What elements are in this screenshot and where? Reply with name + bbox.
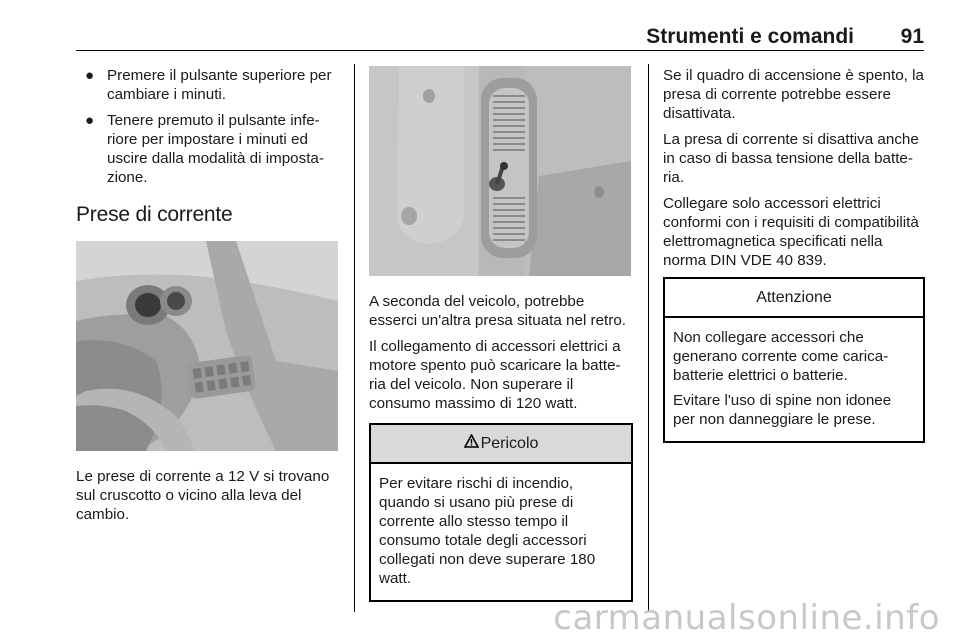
column-1: [76, 66, 342, 531]
bullet-item: [76, 66, 342, 104]
watermark: carmanualsonline.info: [553, 598, 940, 638]
paragraph: La presa di corrente si disattiva anche in caso di bassa tensione della batte-ria.: [663, 131, 919, 186]
rear-outlet-photo: [369, 66, 631, 276]
bullet-item: [76, 111, 342, 187]
photo-caption: Le prese di corrente a 12 V si trovano sul cruscotto o vicino alla leva del cambio.: [76, 468, 330, 523]
danger-box-header: [371, 425, 631, 464]
column-3: [663, 66, 925, 443]
danger-box-title: Pericolo: [480, 435, 539, 452]
paragraph: Se il quadro di accensione è spento, la presa di corrente potrebbe essere disattivata.: [663, 67, 924, 122]
paragraph: A seconda del veicolo, potrebbe esserci un'altra presa situata nel retro.: [369, 293, 626, 329]
rear-socket-illustration: [369, 66, 631, 276]
danger-box-body: [371, 464, 631, 600]
bullet-icon: ●: [85, 112, 95, 129]
attention-box-header: [665, 279, 923, 318]
attention-box-text: Evitare l'uso di spine non idonee per non danneggiare le prese.: [673, 392, 892, 428]
danger-box: [369, 423, 633, 602]
attention-box-text: Non collegare accessori che generano corrente come carica-batterie elettrici o batterie.: [673, 329, 889, 384]
section-heading: Prese di corrente: [76, 203, 233, 226]
column-divider-1: [354, 64, 355, 612]
dashboard-socket-illustration: [76, 241, 338, 451]
page-header: [76, 0, 924, 54]
bullet-text: Tenere premuto il pulsante infe-riore per impostare i minuti ed uscire dalla modalità di imposta-zione.: [107, 112, 324, 186]
power-outlet-photo: [76, 241, 338, 451]
column-2: [369, 66, 633, 602]
paragraph: Collegare solo accessori elettrici conformi con i requisiti di compatibilità elettromagnetica specificati nella norma DIN VDE 40 839.: [663, 195, 919, 269]
bullet-icon: ●: [85, 67, 95, 84]
header-rule: [76, 50, 924, 51]
page-number: 91: [900, 25, 924, 48]
attention-box: [663, 277, 925, 443]
attention-box-title: Attenzione: [756, 289, 832, 306]
bullet-text: Premere il pulsante superiore per cambiare i minuti.: [107, 67, 332, 103]
danger-box-text: Per evitare rischi di incendio, quando si usano più prese di corrente allo stesso tempo il consumo totale degli accessori collegati non deve superare 180 watt.: [379, 475, 596, 587]
bullet-list: [76, 66, 342, 187]
paragraph: Il collegamento di accessori elettrici a motore spento può scaricare la batte-ria del veicolo. Non superare il consumo massimo di 120 watt.: [369, 338, 621, 412]
warning-triangle-icon: [464, 434, 479, 453]
attention-box-body: [665, 318, 923, 441]
column-divider-2: [648, 64, 649, 612]
section-title: Strumenti e comandi: [646, 25, 854, 48]
